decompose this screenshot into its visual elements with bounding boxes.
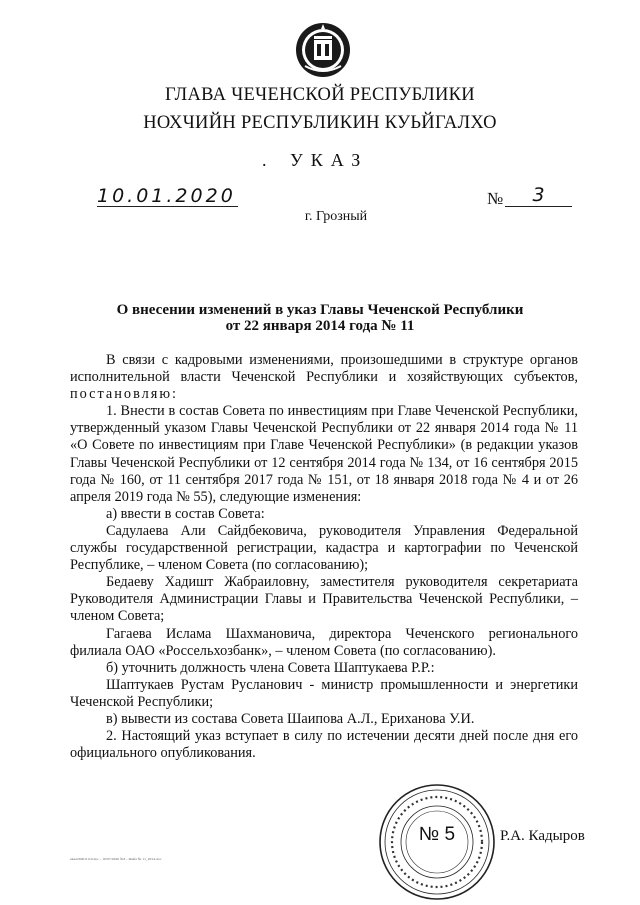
title-line-2: от 22 января 2014 года № 11	[225, 318, 415, 334]
footer-code: ukaz2020.0110.doc - 10/07/2020 №3 - Файл № 11_2014.doc	[70, 857, 162, 861]
paragraph-subitem-a: а) ввести в состав Совета:	[106, 505, 265, 522]
document-type: УКАЗ	[290, 150, 369, 170]
signer-name: Р.А. Кадыров	[500, 828, 585, 844]
emblem-icon	[295, 22, 351, 78]
paragraph-member-2: Бедаеву Хадишт Жабраиловну, заместителя руководителя секретариата Руководителя Администрации Главы и Правительства Чеченской Республики, – членом Совета;	[70, 574, 578, 625]
number-label: №	[487, 189, 504, 208]
preamble-keyword: постановляю	[70, 386, 173, 403]
decree-dot: .	[262, 150, 267, 170]
document-body	[70, 352, 578, 762]
paragraph-member-4: Шаптукаев Рустам Русланович - министр промышленности и энергетики Чеченской Республики;	[70, 676, 578, 710]
paragraph-item-1: 1. Внести в состав Совета по инвестициям при Главе Чеченской Республики, утвержденный указом Главы Чеченской Республики от 22 января 2014 года № 11 «О Совете по инвестициям при Главе Чеченской Республики» (в редакции указов Главы Чеченской Республики от 12 сентября 2014 года № 134, от 16 сентября 2015 года № 160, от 11 сентября 2017 года № 151, от 18 января 2018 года № 4 и от 26 апреля 2019 года № 55), следующие изменения:	[70, 403, 578, 505]
decree-date: 10.01.2020	[97, 185, 236, 207]
city: г. Грозный	[304, 209, 368, 224]
paragraph-subitem-b: б) уточнить должность члена Совета Шаптукаева Р.Р.:	[106, 659, 435, 676]
preamble-text: В связи с кадровыми изменениями, произошедшими в структуре органов исполнительной власти Чеченской Республики и хозяйствующих субъектов,	[70, 352, 578, 386]
paragraph-preamble	[70, 352, 578, 403]
title-line-1: О внесении изменений в указ Главы Чеченской Республики	[116, 302, 524, 318]
preamble-colon: :	[172, 386, 177, 403]
paragraph-item-2: 2. Настоящий указ вступает в силу по истечении десяти дней после дня его официального опубликования.	[70, 728, 578, 762]
paragraph-member-3: Гагаева Ислама Шахмановича, директора Чеченского регионального филиала ОАО «Россельхозбанк», – членом Совета (по согласованию).	[70, 625, 578, 659]
paragraph-subitem-c: в) вывести из состава Совета Шаипова А.Л., Ериханова У.И.	[106, 710, 475, 727]
paragraph-member-1: Садулаева Али Сайдбековича, руководителя Управления Федеральной службы государственной регистрации, кадастра и картографии по Чеченской Республике, – членом Совета (по согласованию);	[70, 522, 578, 574]
header-line-2: НОХЧИЙН РЕСПУБЛИКИН КУЬЙГАЛХО	[143, 113, 497, 133]
decree-number: 3	[505, 184, 572, 207]
header-line-1: ГЛАВА ЧЕЧЕНСКОЙ РЕСПУБЛИКИ	[165, 85, 475, 105]
stamp-number: № 5	[418, 824, 456, 845]
document-title	[90, 302, 550, 334]
